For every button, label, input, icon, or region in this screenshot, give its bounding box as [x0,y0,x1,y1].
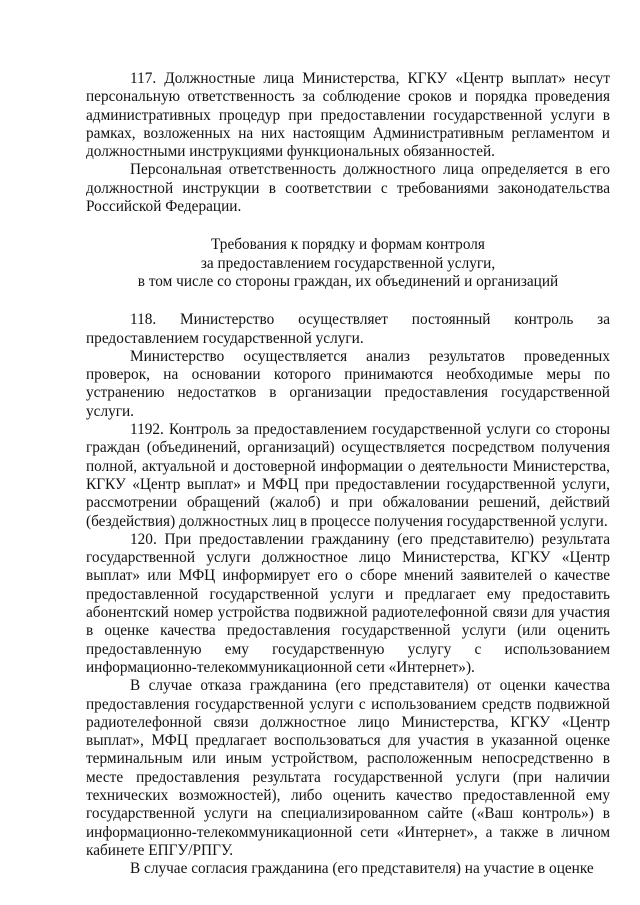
paragraph-118: 118. Министерство осуществляет постоянный контроль за предоставлением государственной услуги. [86,311,610,347]
paragraph-1192: 1192. Контроль за предоставлением государственной услуги со стороны граждан (объединений, организаций) осуществляется посредством получения полной, актуальной и достоверной информации о деятельности Министерства, КГКУ «Центр выплат» и МФЦ при предоставлении государственной услуги, рассмотрении обращений (жалоб) и при обжаловании решений, действий (бездействия) должностных лиц в процессе получения государственной услуги. [86,421,610,530]
heading-line-1: Требования к порядку и формам контроля [211,236,485,254]
paragraph-refusal-case: В случае отказа гражданина (его представителя) от оценки качества предоставления государственной услуги с использованием средств подвижной радиотелефонной связи должностное лицо Министерства, КГКУ «Центр выплат», МФЦ предлагает воспользоваться для участия в указанной оценке терминальным или иным устройством, расположенным непосредственно в месте предоставления результата государственной услуги (при наличии технических возможностей), либо оценить качество предоставленной ему государственной услуги на специализированном сайте («Ваш контроль») в информационно-телекоммуникационной сети «Интернет», а также в личном кабинете ЕПГУ/РПГУ. [86,677,610,859]
paragraph-personal-responsibility: Персональная ответственность должностного лица определяется в его должностной инструкции в соответствии с требованиями законодательства Российской Федерации. [86,161,610,216]
paragraph-120: 120. При предоставлении гражданину (его представителю) результата государственной услуги должностное лицо Министерства, КГКУ «Центр выплат» или МФЦ информирует его о сборе мнений заявителей о качестве предоставленной государственной услуги и предлагает ему предоставить абонентский номер устройства подвижной радиотелефонной связи для участия в оценке качества предоставления государственной услуги (или оценить предоставленную ему государственную услугу с использованием информационно-телекоммуникационной сети «Интернет»). [86,530,610,676]
paragraph-117: 117. Должностные лица Министерства, КГКУ «Центр выплат» несут персональную ответственность за соблюдение сроков и порядка проведения административных процедур при предоставлении государственной услуги в рамках, возложенных на них настоящим Административным регламентом и должностными инструкциями функциональных обязанностей. [86,70,610,161]
heading-line-3: в том числе со стороны граждан, их объединений и организаций [137,272,559,290]
paragraph-analysis: Министерство осуществляется анализ результатов проведенных проверок, на основании которого принимаются необходимые меры по устранению недостатков в организации предоставления государственной услуги. [86,347,610,420]
paragraph-consent-case: В случае согласия гражданина (его представителя) на участие в оценке [130,860,594,878]
heading-line-2: за предоставлением государственной услуги, [200,254,496,272]
section-heading [86,236,610,291]
